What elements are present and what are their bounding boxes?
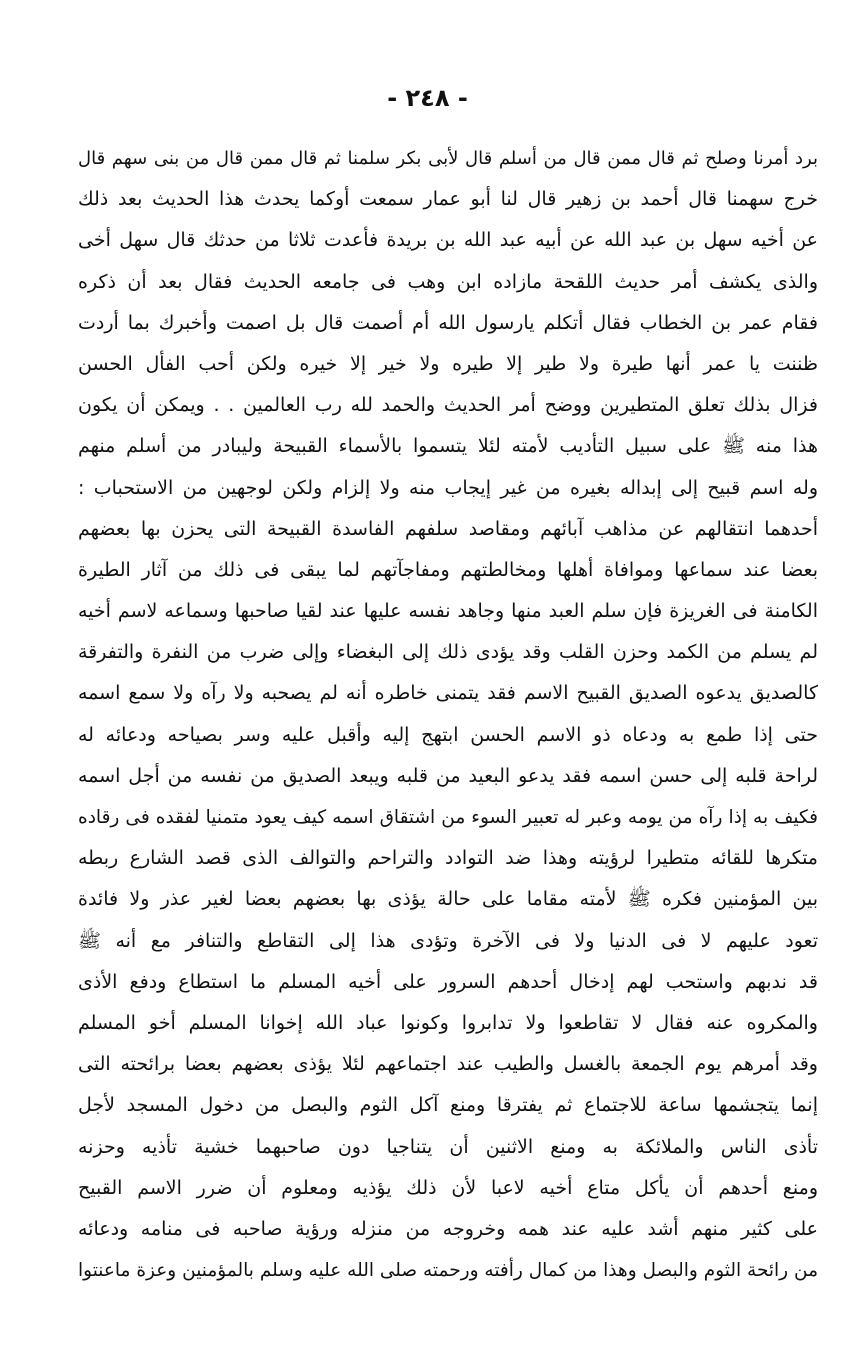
text-line: وله اسم قبيح إلى إبداله بغيره من غير إيجاب منه ولا إلزام ولكن لوجهين من الاستحباب : [78, 476, 818, 499]
text-line: كالصديق يدعوه الصديق القبيح الاسم فقد يتمنى خاطره أنه لم يصحبه ولا رآه ولا سمع اسمه [78, 682, 818, 705]
text-line: وقد أمرهم يوم الجمعة بالغسل والطيب عند اجتماعهم لئلا يؤذى بعضهم بعضا برائحته التى [78, 1053, 818, 1076]
text-line: والذى يكشف أمر حديث اللقحة مازاده ابن وهب فى جامعه الحديث فقال بعد أن ذكره [78, 270, 818, 293]
text-line: من رائحة الثوم والبصل وهذا من كمال رأفته ورحمته صلى الله عليه وسلم بالمؤمنين وعزة ماعنتوا [78, 1260, 818, 1282]
text-line: حتى إذا طمع به ودعاه ذو الاسم الحسن ابتهج إليه وأقبل عليه وسر بصياحه ودعائه له [78, 723, 818, 746]
text-line: على كثير منهم أشد عليه عند همه وخروجه من منزله ورؤية صاحبه فى منامه ودعائه [78, 1217, 818, 1240]
text-line: لراحة قلبه إلى حسن اسمه فقد يدعو البعيد من قلبه ويبعد الصديق من نفسه من أجل اسمه [78, 764, 818, 787]
text-line: فكيف به إذا رآه من يومه وعبر له تعبير السوء من اشتقاق اسمه كيف يعود متمنيا لفقده فى رقاده [78, 807, 818, 828]
text-line: قد ندبهم واستحب لهم إدخال أحدهم السرور على أخيه المسلم ما استطاع ودفع الأذى [78, 970, 818, 993]
text-line: بعضا عند سماعها وموافاة أهلها ومخالطتهم ومفاجآتهم لما يبقى فى ذلك من آثار الطيرة [78, 558, 818, 581]
text-line: فقام عمر بن الخطاب فقال أتكلم يارسول الله أم أصمت قال بل اصمت وأخبرك بما أردت [78, 311, 818, 334]
text-line: فزال بذلك تعلق المتطيرين ووضح أمر الحديث والحمد لله رب العالمين . . ويمكن أن يكون [78, 394, 818, 417]
text-line: أحدهما انتقالهم عن مذاهب آبائهم ومقاصد سلفهم الفاسدة القبيحة التى يحزن بها بعضهم [78, 517, 818, 540]
text-line: ومنع أحدهم أن يأكل متاع أخيه لاعبا لأن ذلك يؤذيه ومعلوم أن ضرر الاسم القبيح [78, 1176, 818, 1199]
text-line: هذا منه ﷺ على سبيل التأديب لأمته لئلا يتسموا بالأسماء القبيحة وليبادر من أسلم منهم [78, 435, 818, 458]
text-line: خرج سهمنا قال أحمد بن زهير قال لنا أبو عمار سمعت أوكما يحدث هذا الحديث بعد ذلك [78, 188, 818, 211]
text-line: ظننت يا عمر أنها طيرة ولا طير إلا طيره ولا خير إلا خيره ولكن أحب الفأل الحسن [78, 352, 818, 375]
text-line: عن أخيه سهل بن عبد الله عن أبيه عبد الله بن بريدة فأعدت ثلاثا من حدثك قال سهل أخى [78, 229, 818, 252]
text-line: بين المؤمنين فكره ﷺ لأمته مقاما على حالة يؤذى بها بعضهم بعضا لغير عذر ولا فائدة [78, 888, 818, 911]
text-line: برد أمرنا وصلح ثم قال ممن قال من أسلم قال لأبى بكر سلمنا ثم قال ممن قال من بنى سهم قال [78, 148, 818, 169]
text-line: الكامنة فى الغريزة فإن سلم العبد منها وجاهد نفسه عليها عند لقيا صاحبها وسماعه لاسم أخيه [78, 600, 818, 623]
text-line: لم يسلم من الكمد وحزن القلب وقد يؤدى ذلك إلى البغضاء وإلى ضرب من النفرة والتفرقة [78, 641, 818, 664]
text-line: متكرها للقائه متطيرا لرؤيته وهذا ضد التوادد والتراحم والتوالف الذى قصد الشارع ربطه [78, 847, 818, 870]
page-number: - ٢٤٨ - [387, 84, 468, 112]
body-text [78, 138, 818, 1291]
text-line: والمكروه عنه فقال لا تقاطعوا ولا تدابروا وكونوا عباد الله إخوانا المسلم أخو المسلم [78, 1011, 818, 1034]
text-line: إنما يتجشمها ساعة للاجتماع ثم يفترقا ومنع آكل الثوم والبصل من دخول المسجد لأجل [78, 1094, 818, 1117]
text-line: تعود عليهم لا فى الدنيا ولا فى الآخرة وتؤدى هذا إلى التقاطع والتنافر مع أنه ﷺ [78, 929, 818, 952]
text-line: تأذى الناس والملائكة به ومنع الاثنين أن يتناجيا دون صاحبهما خشية تأذيه وحزنه [78, 1135, 818, 1158]
